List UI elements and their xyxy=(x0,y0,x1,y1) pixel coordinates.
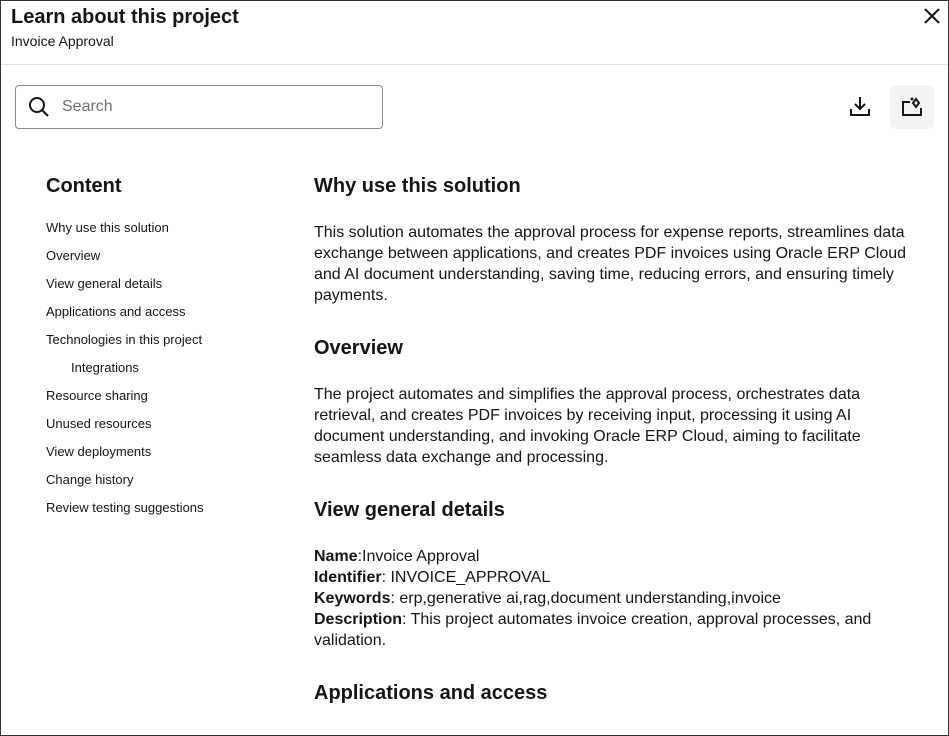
toc-item[interactable]: Why use this solution xyxy=(46,220,169,235)
toc-item[interactable]: Applications and access xyxy=(46,304,186,319)
section-heading: Overview xyxy=(314,337,403,359)
divider xyxy=(1,64,948,65)
search-field[interactable] xyxy=(15,85,383,129)
search-input[interactable] xyxy=(62,98,362,116)
toc-item[interactable]: Technologies in this project xyxy=(46,332,203,347)
ai-assist-button[interactable] xyxy=(890,85,934,129)
content-main xyxy=(314,175,914,729)
description-value: : This project automates invoice creation, approval processes, and validation. xyxy=(314,611,872,649)
toc-item[interactable]: Unused resources xyxy=(46,416,152,431)
toc-item[interactable]: Overview xyxy=(46,248,101,263)
description-label: Description xyxy=(314,611,403,628)
download-button[interactable] xyxy=(844,90,876,122)
toc-item[interactable]: View deployments xyxy=(46,444,152,459)
toc-subitem[interactable]: Integrations xyxy=(71,360,139,375)
name-label: Name xyxy=(314,548,358,565)
section-heading: View general details xyxy=(314,499,505,521)
dialog-title: Learn about this project xyxy=(11,6,239,28)
download-icon xyxy=(849,95,871,117)
name-value: :Invoice Approval xyxy=(357,548,480,565)
keywords-label: Keywords xyxy=(314,590,391,607)
general-details xyxy=(314,546,914,651)
toc-item[interactable]: Change history xyxy=(46,472,134,487)
section-heading: Why use this solution xyxy=(314,175,521,197)
section-text: This solution automates the approval process for expense reports, streamlines data exchange between applications, and creates PDF invoices using Oracle ERP Cloud and AI document understanding, saving time, reducing errors, and ensuring timely payments. xyxy=(314,224,907,304)
table-of-contents xyxy=(46,175,204,528)
section-heading: Applications and access xyxy=(314,682,548,704)
toc-item[interactable]: Resource sharing xyxy=(46,388,148,403)
keywords-value: : erp,generative ai,rag,document understanding,invoice xyxy=(390,590,781,607)
identifier-label: Identifier xyxy=(314,569,382,586)
close-icon[interactable] xyxy=(921,5,943,27)
identifier-value: : INVOICE_APPROVAL xyxy=(381,569,551,586)
toc-item[interactable]: View general details xyxy=(46,276,163,291)
search-icon xyxy=(28,96,50,118)
dialog-subtitle: Invoice Approval xyxy=(11,33,114,49)
section-text: The project automates and simplifies the approval process, orchestrates data retrieval, and creates PDF invoices by receiving input, processing it using AI document understanding, and invoking Oracle ERP Cloud, aiming to facilitate seamless data exchange and processing. xyxy=(314,386,861,466)
sparkle-frame-icon xyxy=(900,96,924,118)
toc-item[interactable]: Review testing suggestions xyxy=(46,500,204,515)
toc-heading: Content xyxy=(46,175,122,197)
